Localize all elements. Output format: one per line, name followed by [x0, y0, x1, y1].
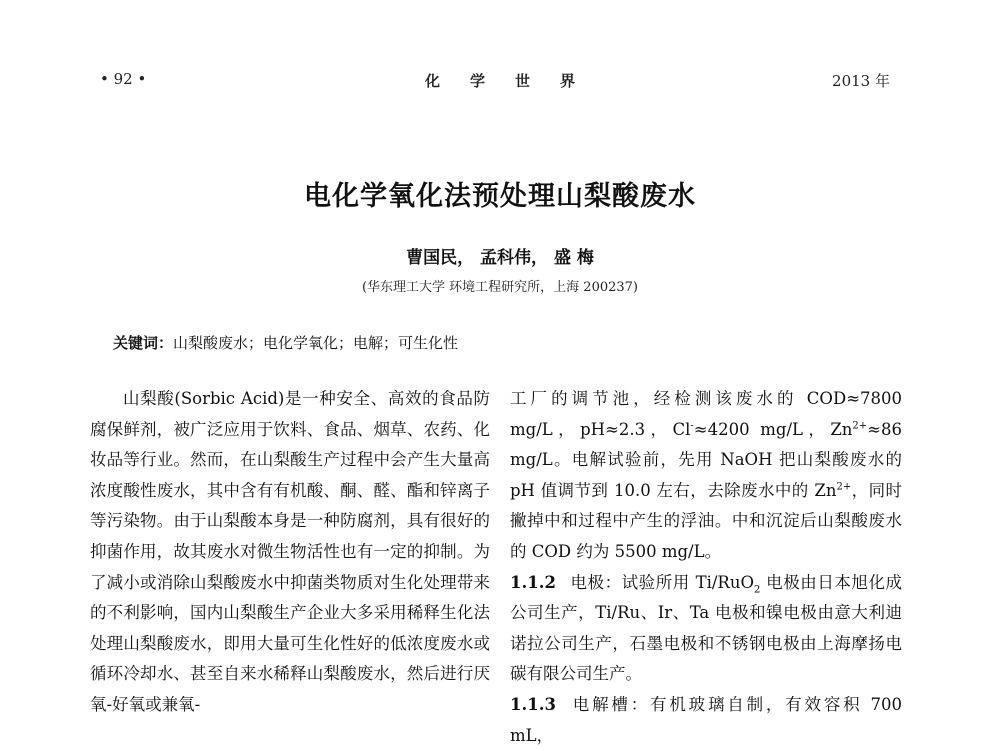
keywords-text: 山梨酸废水；电化学氧化；电解；可生化性: [173, 334, 459, 352]
superscript: 2+: [836, 481, 852, 493]
text-run: ≈4200 mg/L，Zn: [693, 419, 853, 439]
article-authors: 曹国民， 孟科伟， 盛 梅: [406, 248, 594, 268]
text-run: 电解槽：有机玻璃自制，有效容积 700 mL，: [510, 694, 902, 745]
journal-name: 化学世界: [424, 72, 605, 90]
superscript: -: [690, 420, 694, 432]
section-number: 1.1.3: [510, 694, 556, 714]
publication-year: 2013 年: [832, 72, 890, 90]
text-run: ≈86 mg/L。电解试验前，先用 NaOH 把山梨酸废水的 pH 值调节到 10.0 左右，去除废水中的 Zn: [510, 419, 902, 500]
wastewater-paragraph: [510, 384, 902, 568]
section-1-1-3: [510, 690, 902, 751]
superscript: 2+: [852, 420, 868, 432]
section-number: 1.1.2: [510, 572, 556, 592]
left-column: [90, 384, 490, 721]
text-run: 电极由日本旭化成公司生产，Ti/Ru、Ir、Ta 电极和镍电极由意大利迪诺拉公司生产，石墨电极和不锈钢电极由上海摩扬电碳有限公司生产。: [510, 572, 902, 684]
text-run: ，同时撇掉中和过程中产生的浮油。中和沉淀后山梨酸废水的 COD 约为 5500 mg/L。: [510, 480, 903, 561]
keywords-label: 关键词：: [113, 334, 174, 352]
article-title: 电化学氧化法预处理山梨酸废水: [304, 181, 696, 212]
right-column: [510, 384, 902, 751]
page-number: • 92 •: [100, 70, 147, 88]
author-affiliation: (华东理工大学 环境工程研究所，上海 200237): [361, 280, 639, 295]
subscript: 2: [754, 583, 761, 595]
keywords-line: [113, 332, 458, 353]
text-run: 工厂的调节池，经检测该废水的 COD≈7800 mg/L，pH≈2.3，Cl: [510, 389, 902, 439]
section-1-1-2: [510, 568, 902, 690]
intro-paragraph: 山梨酸(Sorbic Acid)是一种安全、高效的食品防腐保鲜剂，被广泛应用于饮料、食品、烟草、农药、化妆品等行业。然而，在山梨酸生产过程中会产生大量高浓度酸性废水，其中含有有机酸、酮、醛、酯和锌离子等污染物。由于山梨酸本身是一种防腐剂，具有很好的抑菌作用，故其废水对微生物活性也有一定的抑制。为了减小或消除山梨酸废水中抑菌类物质对生化处理带来的不利影响，国内山梨酸生产企业大多采用稀释生化法处理山梨酸废水，即用大量可生化性好的低浓度废水或循环冷却水、甚至自来水稀释山梨酸废水，然后进行厌氧-好氧或兼氧-: [90, 389, 490, 714]
text-run: 电极：试验所用 Ti/RuO: [569, 572, 755, 592]
